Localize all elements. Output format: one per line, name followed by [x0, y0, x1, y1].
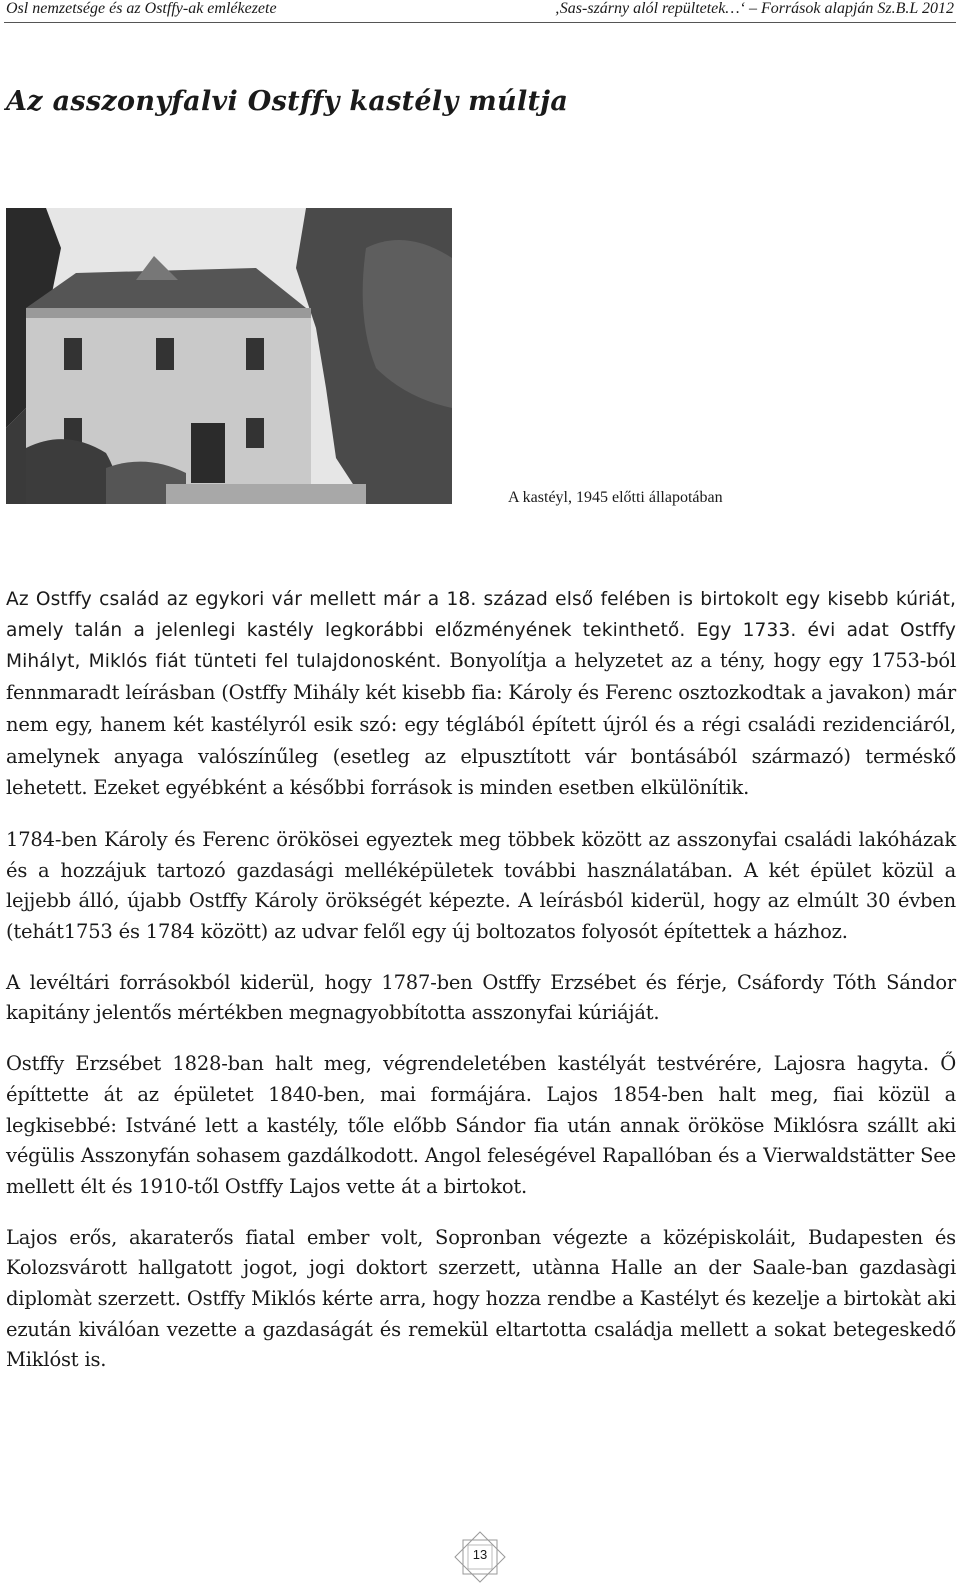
- photo-caption: A kastéyl, 1945 előtti állapotában: [508, 489, 723, 506]
- article-body: [6, 585, 956, 1396]
- paragraph-1-part-b: Bonyolítja a helyzetet az a tény, hogy egy 1753-ból fennmaradt leírásban (Ostffy Mihály két kisebb fia: Károly és Ferenc osztozkodtak a javakon) már nem egy, hanem két kastélyról esik szó: egy téglából épített újról és a régi családi rezidenciáról, amelynek anyaga valószínűleg (esetleg az elpusztított vár bontásából származó) terméskő lehetett. Ezeket egyébként a későbbi források is minden esetben elkülönítik.: [6, 649, 956, 800]
- paragraph-5: Lajos erős, akaraterős fiatal ember volt, Sopronban végezte a középiskoláit, Budapesten és Kolozsvárott hallgatott jogot, jogi doktort szerzett, utànna Halle an der Saale-ban gazdasàgi diplomàt szerzett. Ostffy Miklós kérte arra, hogy hozza rendbe a Kastélyt és kezelje a birtokàt aki ezután kiválóan vezette a gazdaságát és remekül eltartotta családja mellett a sokat betegeskedő Miklóst is.: [6, 1225, 956, 1372]
- page-title: Az asszonyfalvi Ostffy kastély múltja: [6, 86, 569, 117]
- header-right-text: ‚Sas-szárny alól repültetek…‘ – Források alapján Sz.B.L 2012: [554, 0, 954, 17]
- header-divider: [4, 22, 956, 23]
- paragraph-1: [6, 585, 956, 805]
- page-number: 13: [472, 1547, 488, 1562]
- page-header: [0, 0, 960, 22]
- paragraph-1-part-a: Az Ostffy család az egykori vár mellett már a 18. század első felében is birtokolt egy kisebb kúriát, amely talán a jelenlegi kastély legkorábbi előzményének tekinthető. Egy 1733. évi adat Ostffy Mihályt, Miklós fiát tünteti fel tulajdonosként.: [6, 589, 956, 673]
- header-left-text: Osl nemzetsége és az Ostffy-ak emlékezete: [6, 0, 277, 17]
- paragraph-3: A levéltári forrásokból kiderül, hogy 1787-ben Ostffy Erzsébet és férje, Csáfordy Tóth Sándor kapitány jelentős mértékben megnagyobbította asszonyfai kúriáját.: [6, 970, 956, 1025]
- castle-photo: [6, 208, 452, 504]
- paragraph-2: 1784-ben Károly és Ferenc örökösei egyeztek meg többek között az asszonyfai családi lakóházak és a hozzájuk tartozó gazdasági melléképületek további használatában. A két épület közül a lejjebb álló, újabb Ostffy Károly örökségét képezte. A leírásból kiderül, hogy az elmúlt 30 évben (tehát1753 és 1784 között) az udvar felől egy új boltozatos folyosót építettek a házhoz.: [6, 827, 956, 944]
- paragraph-4: Ostffy Erzsébet 1828-ban halt meg, végrendeletében kastélyát testvérére, Lajosra hagyta. Ő építtette át az épületet 1840-ben, mai formájára. Lajos 1854-ben halt meg, fiai közül a legkisebbé: Istváné lett a kastély, tőle előbb Sándor fia után annak örököse Miklósra szállt aki végülis Asszonyfán sohasem gazdálkodott. Angol feleségével Rapallóban és a Vierwaldstätter See mellett élt és 1910-től Ostffy Lajos vette át a birtokot.: [6, 1052, 956, 1198]
